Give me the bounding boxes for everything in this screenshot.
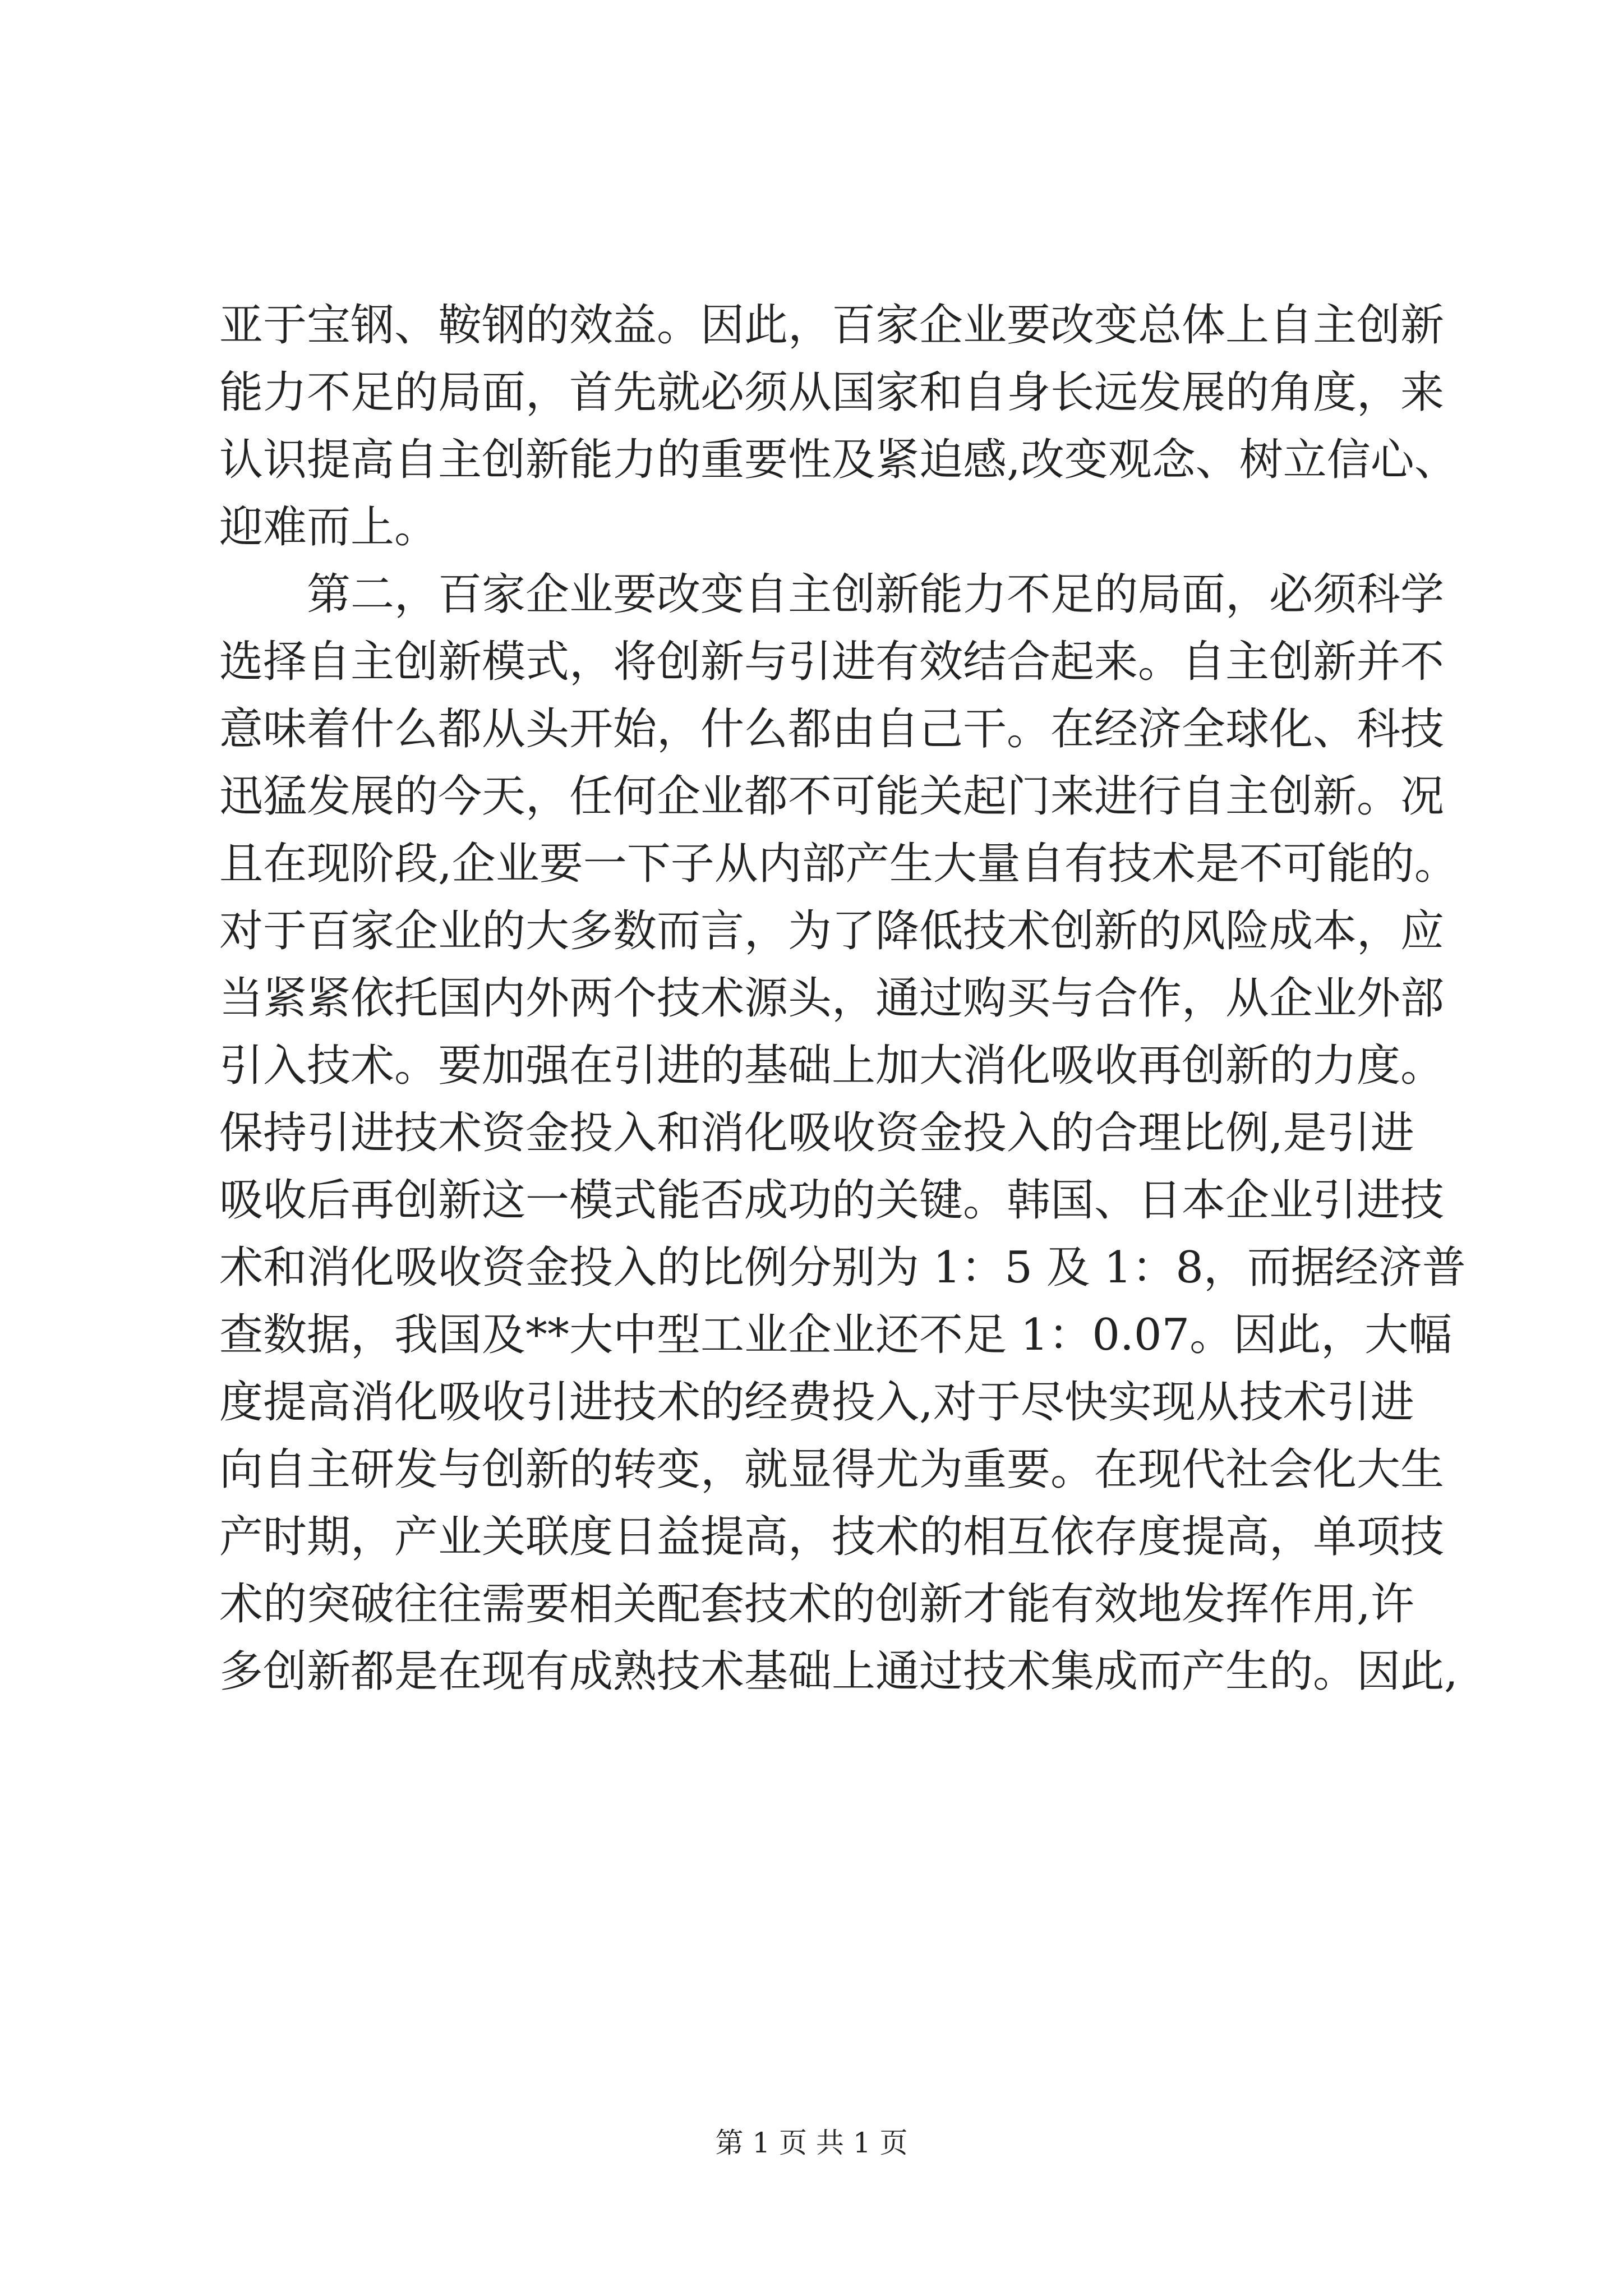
text-line: 吸收后再创新这一模式能否成功的关键。韩国、日本企业引进技	[219, 1175, 1445, 1226]
body-text	[219, 292, 1466, 1705]
text-line: 向自主研发与创新的转变，就显得尤为重要。在现代社会化大生	[219, 1444, 1445, 1495]
text-line: 保持引进技术资金投入和消化吸收资金投入的合理比例,是引进	[219, 1108, 1414, 1158]
text-line: 产时期，产业关联度日益提高，技术的相互依存度提高，单项技	[219, 1512, 1445, 1562]
text-line: 认识提高自主创新能力的重要性及紧迫感,改变观念、树立信心、	[219, 435, 1458, 485]
text-line: 能力不足的局面，首先就必须从国家和自身长远发展的角度，来	[219, 367, 1445, 418]
text-line: 意味着什么都从头开始，什么都由自己干。在经济全球化、科技	[219, 704, 1445, 754]
text-line: 度提高消化吸收引进技术的经费投入,对于尽快实现从技术引进	[219, 1377, 1414, 1428]
text-line: 当紧紧依托国内外两个技术源头，通过购买与合作，从企业外部	[219, 973, 1445, 1024]
text-line: 查数据，我国及**大中型工业企业还不足 1：0.07。因此，大幅	[219, 1310, 1453, 1360]
text-line: 引入技术。要加强在引进的基础上加大消化吸收再创新的力度。	[219, 1041, 1445, 1091]
page-footer	[0, 2120, 1623, 2161]
text-line: 且在现阶段,企业要一下子从内部产生大量自有技术是不可能的。	[219, 839, 1458, 889]
text-line: 对于百家企业的大多数而言，为了降低技术创新的风险成本，应	[219, 906, 1445, 956]
text-line: 迎难而上。	[219, 502, 439, 553]
text-line: 选择自主创新模式，将创新与引进有效结合起来。自主创新并不	[219, 637, 1445, 687]
page-number: 第 1 页 共 1 页	[715, 2127, 908, 2159]
text-line: 迅猛发展的今天，任何企业都不可能关起门来进行自主创新。况	[219, 771, 1445, 822]
text-line: 术和消化吸收资金投入的比例分别为 1：5 及 1：8，而据经济普	[219, 1243, 1466, 1293]
text-line: 亚于宝钢、鞍钢的效益。因此，百家企业要改变总体上自主创新	[219, 300, 1445, 351]
text-line: 第二，百家企业要改变自主创新能力不足的局面，必须科学	[307, 569, 1445, 620]
text-line: 术的突破往往需要相关配套技术的创新才能有效地发挥作用,许	[219, 1579, 1414, 1630]
text-line: 多创新都是在现有成熟技术基础上通过技术集成而产生的。因此,	[219, 1646, 1458, 1697]
